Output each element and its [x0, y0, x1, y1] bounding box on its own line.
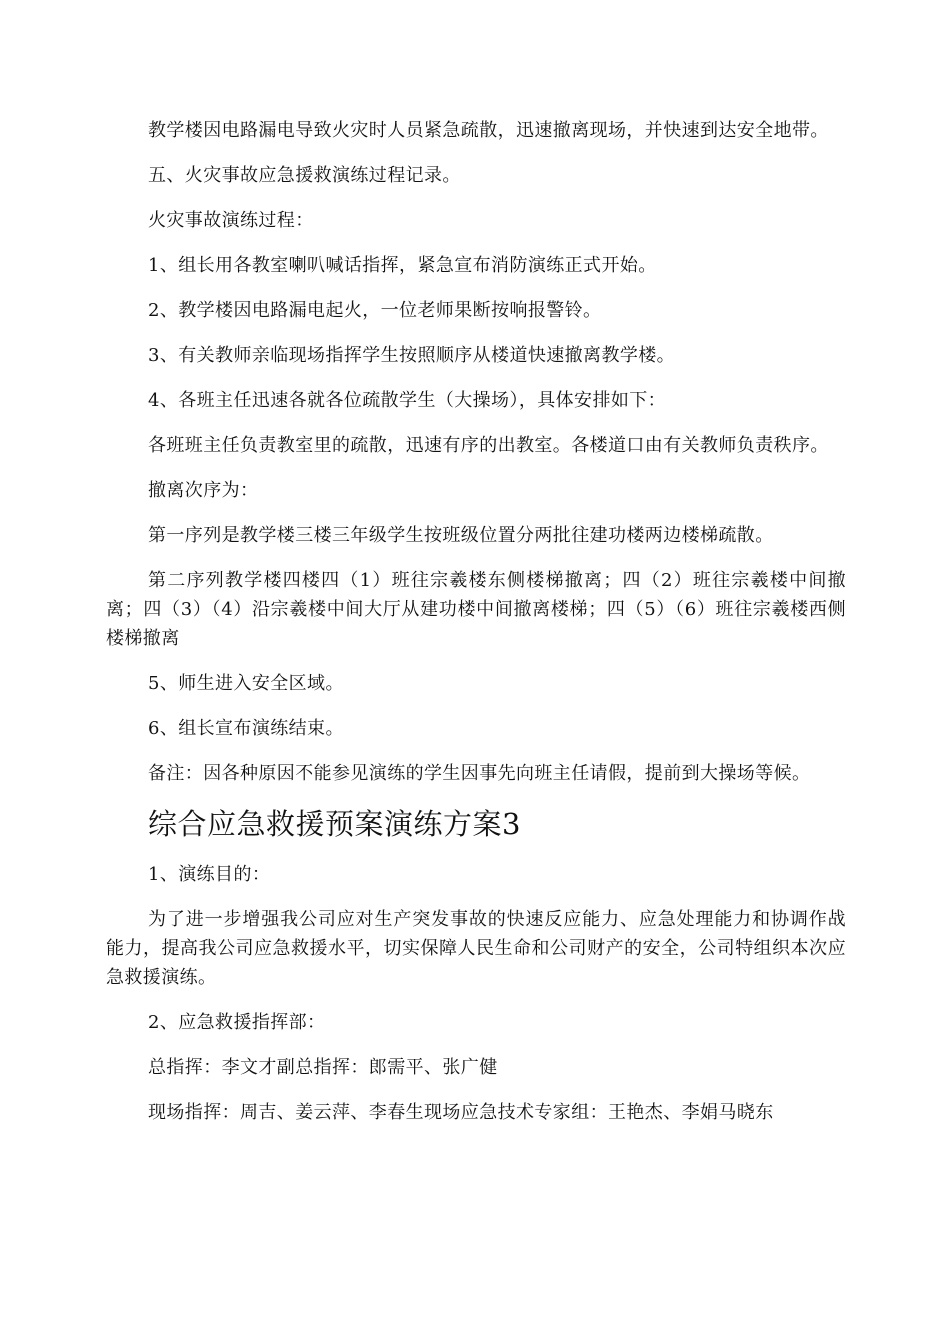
note-paragraph: 备注：因各种原因不能参见演练的学生因事先向班主任请假，提前到大操场等候。	[148, 763, 811, 784]
paragraph: 第一序列是教学楼三楼三年级学生按班级位置分两批往建功楼两边楼梯疏散。	[148, 525, 774, 546]
list-item: 2、应急救援指挥部：	[148, 1012, 326, 1033]
list-item: 4、各班主任迅速各就各位疏散学生（大操场），具体安排如下：	[148, 390, 667, 411]
list-item: 1、演练目的：	[148, 864, 271, 885]
list-item: 2、教学楼因电路漏电起火，一位老师果断按响报警铃。	[148, 300, 602, 321]
paragraph: 总指挥：李文才副总指挥：郎需平、张广健	[148, 1057, 498, 1078]
paragraph: 撤离次序为：	[148, 480, 259, 501]
paragraph: 第二序列教学楼四楼四（1）班往宗羲楼东侧楼梯撤离；四（2）班往宗羲楼中间撤离；四（3）（4）沿宗羲楼中间大厅从建功楼中间撤离楼梯；四（5）（6）班往宗羲楼西侧楼梯撤离	[106, 570, 846, 649]
section-heading-five: 五、火灾事故应急援救演练过程记录。	[148, 165, 461, 186]
document-page	[106, 116, 846, 1143]
paragraph: 火灾事故演练过程：	[148, 210, 314, 231]
paragraph: 教学楼因电路漏电导致火灾时人员紧急疏散，迅速撤离现场，并快速到达安全地带。	[148, 120, 829, 141]
list-item: 3、有关教师亲临现场指挥学生按照顺序从楼道快速撤离教学楼。	[148, 345, 676, 366]
paragraph: 现场指挥：周吉、姜云萍、李春生现场应急技术专家组：王艳杰、李娟马晓东	[148, 1102, 774, 1123]
document-heading: 综合应急救援预案演练方案3	[148, 807, 521, 841]
paragraph: 各班班主任负责教室里的疏散，迅速有序的出教室。各楼道口由有关教师负责秩序。	[148, 435, 829, 456]
list-item: 6、组长宣布演练结束。	[148, 718, 344, 739]
paragraph: 为了进一步增强我公司应对生产突发事故的快速反应能力、应急处理能力和协调作战能力，提高我公司应急救援水平，切实保障人民生命和公司财产的安全，公司特组织本次应急救援演练。	[106, 909, 846, 988]
list-item: 1、组长用各教室喇叭喊话指挥，紧急宣布消防演练正式开始。	[148, 255, 657, 276]
list-item: 5、师生进入安全区域。	[148, 673, 344, 694]
